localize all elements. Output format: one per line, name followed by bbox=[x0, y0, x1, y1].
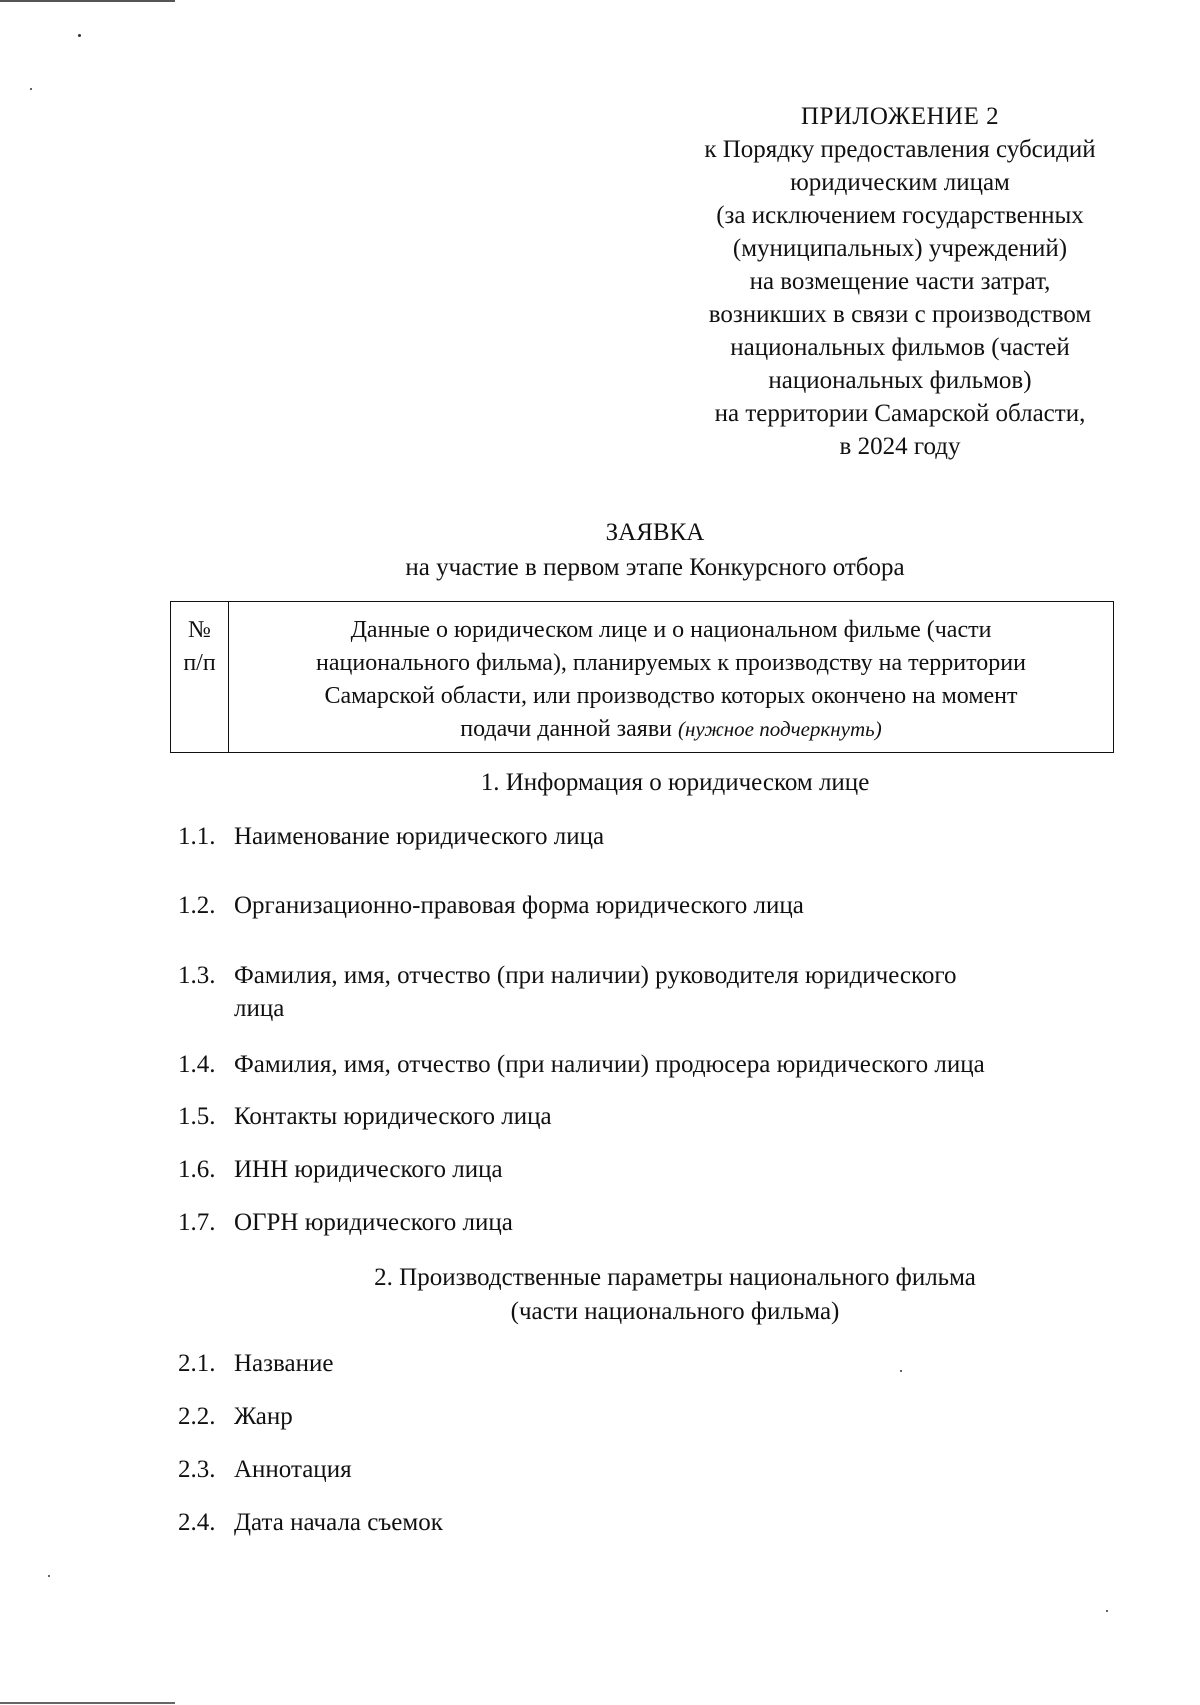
item-number: 1.4. bbox=[178, 1051, 216, 1078]
item-text: Наименование юридического лица bbox=[234, 823, 605, 850]
desc-line: Самарской области, или производство которых окончено на момент bbox=[324, 683, 1018, 709]
item-text: Организационно-правовая форма юридического лица bbox=[234, 892, 804, 919]
item-text: Контакты юридического лица bbox=[234, 1103, 552, 1130]
list-item bbox=[178, 1400, 293, 1433]
item-text: ИНН юридического лица bbox=[234, 1156, 503, 1183]
list-item bbox=[178, 1100, 552, 1133]
item-number: 1.3. bbox=[178, 962, 216, 989]
appendix-line: национальных фильмов (частей bbox=[730, 334, 1070, 361]
item-text: ОГРН юридического лица bbox=[234, 1209, 513, 1236]
list-item bbox=[178, 1048, 985, 1081]
item-number: 2.4. bbox=[178, 1509, 216, 1536]
scan-edge-top bbox=[0, 0, 175, 2]
desc-hint: (нужное подчеркнуть) bbox=[678, 717, 882, 741]
appendix-line: (муниципальных) учреждений) bbox=[732, 235, 1068, 262]
appendix-line: (за исключением государственных bbox=[716, 202, 1084, 229]
item-number: 1.1. bbox=[178, 823, 216, 850]
item-number: 2.3. bbox=[178, 1456, 216, 1483]
item-number: 1.2. bbox=[178, 892, 216, 919]
list-item bbox=[178, 1206, 513, 1239]
list-item bbox=[178, 1506, 443, 1539]
appendix-title: ПРИЛОЖЕНИЕ 2 bbox=[800, 103, 1000, 130]
section-2-subtitle: (части национального фильма) bbox=[510, 1298, 840, 1325]
scan-speck bbox=[30, 88, 32, 90]
scan-speck bbox=[48, 1575, 50, 1577]
appendix-line: национальных фильмов) bbox=[768, 367, 1032, 394]
item-number: 1.5. bbox=[178, 1103, 216, 1130]
item-number: 1.6. bbox=[178, 1156, 216, 1183]
desc-last-text: подачи данной заяви bbox=[460, 716, 672, 742]
item-text: Название bbox=[234, 1350, 334, 1377]
item-text: Аннотация bbox=[234, 1456, 352, 1483]
application-title: ЗАЯВКА bbox=[605, 519, 705, 546]
desc-line bbox=[229, 713, 1113, 746]
header-table bbox=[170, 601, 1114, 753]
item-text: Фамилия, имя, отчество (при наличии) руководителя юридического bbox=[234, 962, 957, 989]
appendix-line: на территории Самарской области, bbox=[714, 400, 1086, 427]
list-item bbox=[178, 1153, 503, 1186]
appendix-line: на возмещение части затрат, bbox=[749, 268, 1051, 295]
appendix-line: в 2024 году bbox=[839, 433, 961, 460]
desc-line: Данные о юридическом лице и о национальном фильме (части bbox=[350, 617, 992, 643]
application-subtitle: на участие в первом этапе Конкурсного отбора bbox=[405, 554, 905, 581]
appendix-line: возникших в связи с производством bbox=[708, 301, 1092, 328]
table-num-header bbox=[171, 602, 229, 752]
num-abbrev: п/п bbox=[183, 650, 216, 676]
num-sign: № bbox=[188, 617, 211, 643]
appendix-line: юридическим лицам bbox=[790, 169, 1010, 196]
list-item bbox=[178, 959, 957, 1022]
scan-speck bbox=[900, 1370, 902, 1372]
item-text: Фамилия, имя, отчество (при наличии) продюсера юридического лица bbox=[234, 1051, 985, 1078]
scan-speck bbox=[78, 34, 81, 37]
section-1-title: 1. Информация о юридическом лице bbox=[480, 769, 870, 796]
list-item bbox=[178, 1453, 352, 1486]
appendix-line: к Порядку предоставления субсидий bbox=[704, 136, 1096, 163]
scan-speck bbox=[1106, 1610, 1108, 1612]
list-item bbox=[178, 820, 604, 853]
appendix-header bbox=[660, 100, 1140, 463]
scan-edge-bottom bbox=[0, 1702, 175, 1704]
item-number: 2.2. bbox=[178, 1403, 216, 1430]
item-number: 1.7. bbox=[178, 1209, 216, 1236]
list-item bbox=[178, 1347, 333, 1380]
table-desc-header bbox=[229, 602, 1113, 752]
list-item bbox=[178, 889, 804, 922]
item-text-continuation: лица bbox=[234, 995, 285, 1022]
item-text: Жанр bbox=[234, 1403, 293, 1430]
section-2-title: 2. Производственные параметры национального фильма bbox=[374, 1264, 976, 1291]
item-number: 2.1. bbox=[178, 1350, 216, 1377]
desc-line: национального фильма), планируемых к производству на территории bbox=[316, 650, 1026, 676]
item-text: Дата начала съемок bbox=[234, 1509, 443, 1536]
